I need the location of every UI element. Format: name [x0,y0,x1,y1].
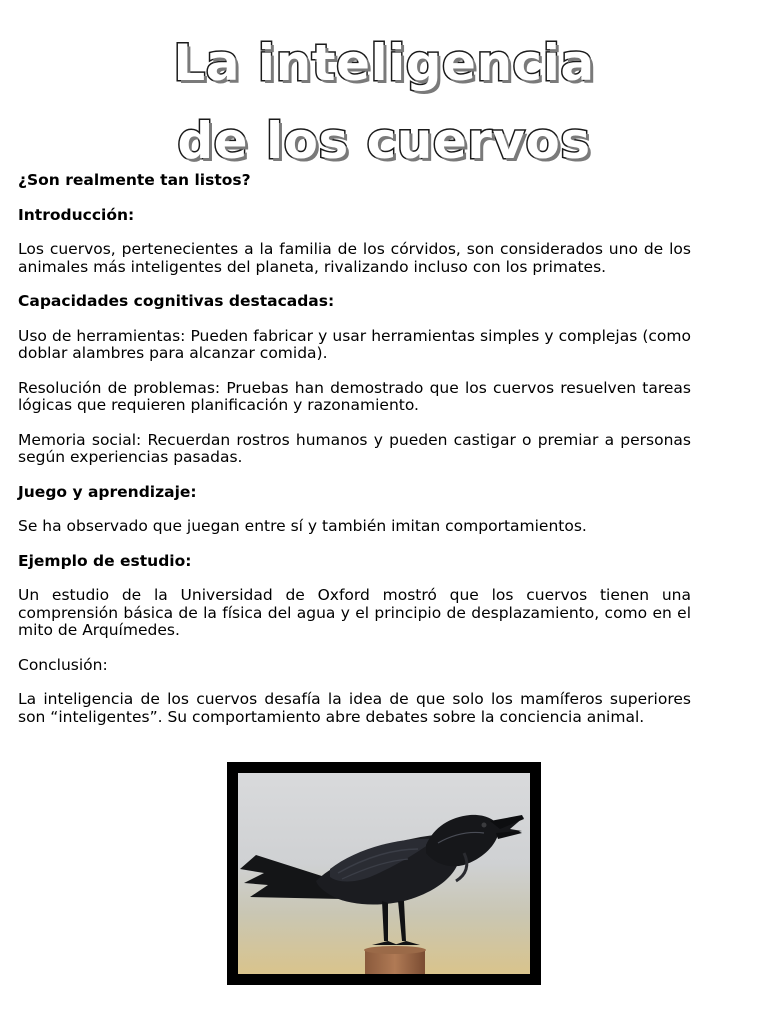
paragraph-social-memory: Memoria social: Recuerdan rostros humanos y pueden castigar o premiar a personas según experiencias pasadas. [18,430,691,466]
section-heading-play: Juego y aprendizaje: [18,482,197,501]
document-body [18,172,691,743]
raven-photo [238,773,530,974]
document-title [0,24,768,180]
title-line-1: La inteligencia [173,34,595,92]
paragraph-conclusion: La inteligencia de los cuervos desafía la idea de que solo los mamíferos superiores son “inteligentes”. Su comportamiento abre debates sobre la conciencia animal. [18,690,691,726]
section-heading-introduction: Introducción: [18,205,135,224]
subtitle-question: ¿Son realmente tan listos? [18,171,251,189]
title-line-2: de los cuervos [177,112,591,170]
paragraph-study: Un estudio de la Universidad de Oxford mostró que los cuervos tienen una comprensión básica de la física del agua y el principio de desplazamiento, como en el mito de Arquímedes. [18,586,691,639]
paragraph-play: Se ha observado que juegan entre sí y también imitan comportamientos. [18,517,587,535]
paragraph-problem-solving: Resolución de problemas: Pruebas han demostrado que los cuervos resuelven tareas lógicas que requieren planificación y razonamiento. [18,378,691,414]
section-heading-study: Ejemplo de estudio: [18,551,192,570]
paragraph-introduction: Los cuervos, pertenecientes a la familia de los córvidos, son considerados uno de los animales más inteligentes del planeta, rivalizando incluso con los primates. [18,240,691,276]
section-heading-capacities: Capacidades cognitivas destacadas: [18,292,335,310]
paragraph-tools: Uso de herramientas: Pueden fabricar y usar herramientas simples y complejas (como doblar alambres para alcanzar comida). [18,326,691,362]
raven-photo-frame [227,762,541,985]
section-heading-conclusion: Conclusión: [18,655,108,674]
